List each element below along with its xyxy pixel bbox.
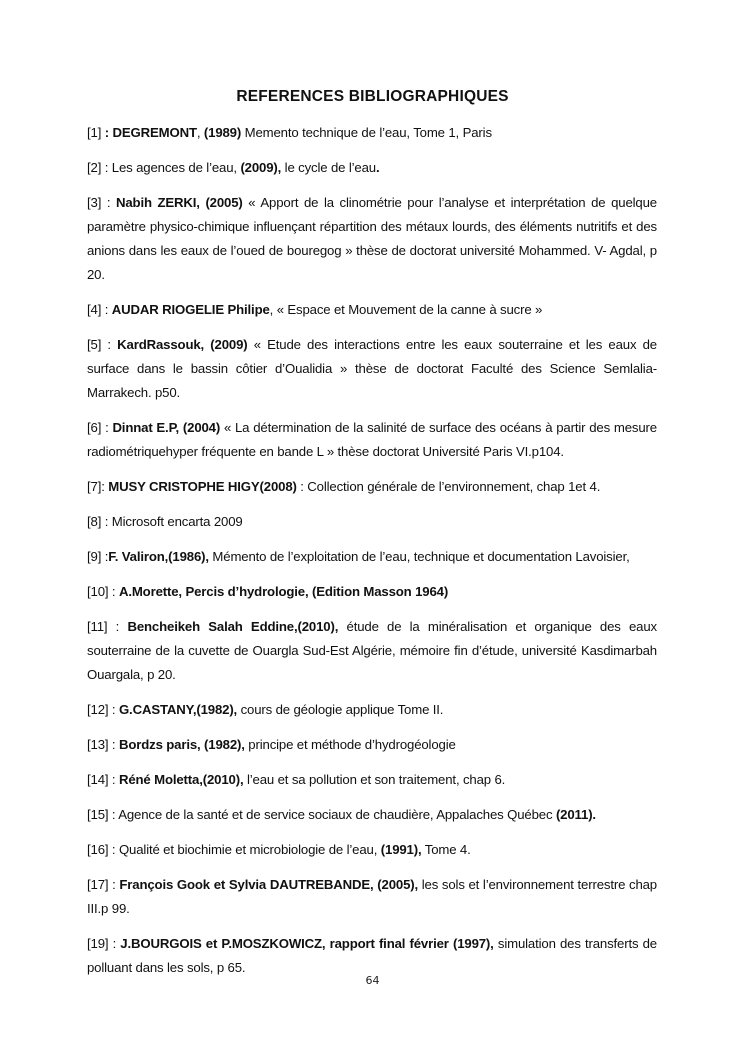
ref-text: cours de géologie applique Tome II. (237, 702, 444, 717)
ref-author: MUSY CRISTOPHE HIGY(2008) (108, 479, 297, 494)
reference-list (87, 121, 657, 991)
reference-item (87, 873, 657, 921)
ref-text: [3] : (87, 195, 116, 210)
ref-text: [17] : (87, 877, 120, 892)
ref-text: Mémento de l’exploitation de l’eau, technique et documentation Lavoisier, (208, 549, 630, 564)
ref-text: « Apport de la clinométrie pour l’analyse et interprétation de quelque paramètre physico-chimique influençant répartition des métaux lourds, des éléments nutritifs et des anions dans les eaux de l’oued de bouregog » thèse de doctorat université Mohammed. V- Agdal, p 20. (87, 195, 657, 282)
page-number: 64 (365, 974, 380, 987)
ref-text: [15] : Agence de la santé et de service sociaux de chaudière, Appalaches Québec (87, 807, 556, 822)
ref-text: [16] : Qualité et biochimie et microbiologie de l’eau, (87, 842, 381, 857)
reference-item (87, 615, 657, 687)
ref-author: Bencheikeh Salah Eddine,(2010), (127, 619, 339, 634)
reference-item (87, 733, 657, 757)
ref-year: (2009), (240, 160, 282, 175)
reference-item (87, 545, 657, 569)
ref-text: [1] (87, 125, 105, 140)
ref-text: le cycle de l’eau (281, 160, 376, 175)
reference-item (87, 803, 657, 827)
ref-text: [19] : (87, 936, 121, 951)
ref-year: (1991), (380, 842, 422, 857)
ref-text: [4] : (87, 302, 112, 317)
ref-text: Tome 4. (421, 842, 471, 857)
ref-author: : DEGREMONT (104, 125, 197, 140)
ref-author: G.CASTANY,(1982), (118, 702, 238, 717)
ref-text: [5] : (87, 337, 118, 352)
reference-item (87, 298, 657, 322)
ref-author: Bordzs paris, (1982), (118, 737, 245, 752)
ref-text: « La détermination de la salinité de surface des océans à partir des mesure radiométriquehyper fréquente en bande L » thèse doctorat Université Paris VI.p104. (87, 420, 657, 459)
ref-author: Nabih ZERKI, (2005) (115, 195, 243, 210)
reference-item (87, 768, 657, 792)
reference-item (87, 510, 657, 534)
ref-text: , « Espace et Mouvement de la canne à sucre » (269, 302, 543, 317)
ref-year: (1989) (203, 125, 242, 140)
reference-item (87, 156, 657, 180)
ref-text: [11] : (87, 619, 128, 634)
ref-text: les sols et l’environnement terrestre chap III.p 99. (87, 877, 657, 916)
ref-text: , (196, 125, 204, 140)
ref-text: [2] : Les agences de l’eau, (87, 160, 241, 175)
ref-author: F. Valiron,(1986), (108, 549, 209, 564)
ref-text: principe et méthode d’hydrogéologie (244, 737, 456, 752)
ref-author: KardRassouk, (2009) (117, 337, 248, 352)
ref-text: [13] : (87, 737, 119, 752)
ref-author: François Gook et Sylvia DAUTREBANDE, (2005), (119, 877, 419, 892)
ref-text: [10] : (87, 584, 119, 599)
ref-text: [9] : (87, 549, 109, 564)
reference-item (87, 416, 657, 464)
ref-year: (2011). (555, 807, 596, 822)
ref-author: J.BOURGOIS et P.MOSZKOWICZ, rapport final février (1997), (120, 936, 494, 951)
ref-text: simulation des transferts de polluant dans les sols, p 65. (87, 936, 657, 975)
ref-text: [14] : (87, 772, 119, 787)
ref-text: [12] : (87, 702, 119, 717)
ref-author: Réné Moletta,(2010), (118, 772, 244, 787)
reference-item (87, 838, 657, 862)
ref-text: [7]: (87, 479, 109, 494)
ref-text: [6] : (87, 420, 113, 435)
ref-author: Dinnat E.P, (2004) (112, 420, 221, 435)
ref-text: étude de la minéralisation et organique des eaux souterraine de la cuvette de Ouargla Sud-Est Algérie, mémoire fin d’étude, université Kasdimarbah Ouargala, p 20. (87, 619, 657, 682)
ref-text: : Collection générale de l’environnement, chap 1et 4. (296, 479, 601, 494)
reference-item (87, 333, 657, 405)
reference-item (87, 932, 657, 980)
ref-punct: . (375, 160, 380, 175)
ref-text: Memento technique de l’eau, Tome 1, Paris (241, 125, 492, 140)
ref-author: AUDAR RIOGELIE Philipe (111, 302, 270, 317)
page-title: REFERENCES BIBLIOGRAPHIQUES (236, 88, 509, 105)
reference-item (87, 698, 657, 722)
reference-item (87, 191, 657, 287)
ref-text: [8] : Microsoft encarta 2009 (87, 514, 243, 529)
reference-item (87, 121, 657, 145)
ref-text: l’eau et sa pollution et son traitement, chap 6. (243, 772, 506, 787)
reference-item (87, 475, 657, 499)
ref-text: « Etude des interactions entre les eaux souterraine et les eaux de surface dans le bassin côtier d’Oualidia » thèse de doctorat Faculté des Science Semlalia-Marrakech. p50. (87, 337, 657, 400)
ref-author: A.Morette, Percis d’hydrologie, (Edition Masson 1964) (118, 584, 449, 599)
reference-item (87, 580, 657, 604)
